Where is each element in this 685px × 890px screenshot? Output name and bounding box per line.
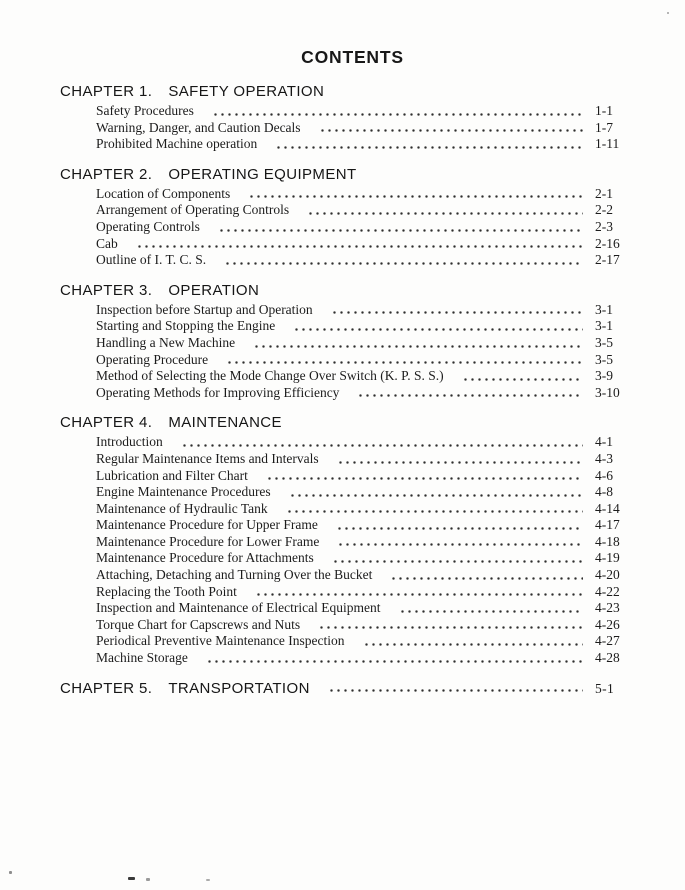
dot-leader (390, 577, 583, 580)
toc-entry (96, 136, 633, 153)
page-number: 4-22 (595, 583, 620, 599)
toc-entry-title: Engine Maintenance Procedures (96, 484, 271, 500)
toc-entry (96, 368, 633, 385)
toc-entry (96, 550, 633, 567)
toc-entry-title: Method of Selecting the Mode Change Over Switch (K. P. S. S.) (96, 368, 444, 384)
page-number: 3-10 (595, 384, 620, 400)
dot-leader (181, 444, 583, 447)
toc-entry-title: Handling a New Machine (96, 334, 236, 350)
toc-entry (96, 468, 633, 485)
toc-entry (96, 120, 633, 137)
page-number: 1-11 (595, 136, 620, 152)
page-number: 4-17 (595, 517, 620, 533)
page-number: 5-1 (595, 680, 615, 696)
chapter-heading (60, 282, 633, 299)
page-number: 1-7 (595, 119, 613, 135)
chapter-title: MAINTENANCE (168, 414, 282, 432)
dot-leader (357, 394, 583, 397)
toc-entry-title: Operating Methods for Improving Efficiency (96, 384, 340, 400)
toc-entry (96, 335, 633, 352)
toc-entry (96, 451, 633, 468)
page-number: 4-14 (595, 500, 620, 516)
dot-leader (399, 610, 583, 613)
page-number: 3-1 (595, 301, 613, 317)
toc-entry (96, 252, 633, 269)
toc-entry-title: Periodical Preventive Maintenance Inspection (96, 633, 345, 649)
toc-entry (96, 484, 633, 501)
page-number: 4-20 (595, 567, 620, 583)
dot-leader (319, 129, 583, 132)
toc-entry-title: Location of Components (96, 185, 231, 201)
chapter-title: SAFETY OPERATION (168, 83, 325, 100)
dot-leader (266, 477, 583, 480)
chapter-items (60, 103, 633, 153)
dot-leader (363, 643, 583, 646)
toc-entry (96, 385, 633, 402)
page-number: 4-8 (595, 484, 613, 500)
chapter-section (60, 282, 633, 402)
toc-entry (96, 617, 633, 634)
scan-artifact (667, 12, 669, 14)
chapter-items (60, 434, 633, 666)
chapter-section (60, 680, 633, 697)
toc-entry-title: Operating Controls (96, 218, 200, 234)
toc-entry (96, 103, 633, 120)
chapter-heading (60, 166, 633, 183)
toc-entry (96, 434, 633, 451)
toc-entry (96, 236, 633, 253)
page-number: 4-27 (595, 633, 620, 649)
dot-leader (218, 229, 583, 232)
toc-entry-title: Replacing the Tooth Point (96, 583, 237, 599)
page-number: 2-17 (595, 252, 620, 268)
page-number: 4-1 (595, 434, 613, 450)
dot-leader (331, 311, 583, 314)
dot-leader (289, 494, 583, 497)
toc-entry (96, 202, 633, 219)
chapter-list (60, 83, 633, 697)
dot-leader (332, 560, 583, 563)
page-number: 2-2 (595, 202, 613, 218)
toc-entry-title: Prohibited Machine operation (96, 136, 258, 152)
dot-leader (255, 593, 583, 596)
toc-entry-title: Maintenance Procedure for Lower Frame (96, 533, 320, 549)
page-number: 2-3 (595, 218, 613, 234)
scan-artifact (128, 877, 135, 880)
page-number: 3-5 (595, 351, 613, 367)
toc-entry (96, 633, 633, 650)
toc-entry-title: Maintenance Procedure for Upper Frame (96, 517, 318, 533)
page-number: 4-26 (595, 616, 620, 632)
toc-entry-title: Maintenance Procedure for Attachments (96, 550, 314, 566)
page-number: 4-18 (595, 533, 620, 549)
page-number: 3-5 (595, 334, 613, 350)
dot-leader (248, 195, 583, 198)
toc-entry (96, 302, 633, 319)
toc-entry-title: Starting and Stopping the Engine (96, 318, 276, 334)
chapter-section (60, 166, 633, 269)
toc-entry (96, 501, 633, 518)
toc-entry (96, 600, 633, 617)
chapter-heading (60, 680, 633, 697)
dot-leader (318, 626, 583, 629)
page-number: 4-19 (595, 550, 620, 566)
toc-entry-title: Arrangement of Operating Controls (96, 202, 290, 218)
dot-leader (293, 328, 583, 331)
chapter-label: CHAPTER 1. (60, 83, 153, 100)
chapter-title: TRANSPORTATION (168, 679, 310, 697)
dot-leader (275, 146, 583, 149)
toc-entry-title: Attaching, Detaching and Turning Over the Bucket (96, 567, 373, 583)
chapter-heading (60, 83, 633, 100)
toc-entry-title: Lubrication and Filter Chart (96, 467, 248, 483)
toc-entry-title: Cab (96, 235, 118, 251)
toc-entry (96, 567, 633, 584)
toc-entry (96, 318, 633, 335)
chapter-title: OPERATION (168, 281, 260, 299)
dot-leader (136, 245, 583, 248)
toc-entry-title: Inspection before Startup and Operation (96, 301, 313, 317)
page-number: 2-1 (595, 185, 613, 201)
dot-leader (286, 510, 583, 513)
dot-leader (337, 543, 583, 546)
page-number: 3-9 (595, 368, 613, 384)
dot-leader (307, 212, 583, 215)
dot-leader (336, 527, 583, 530)
page-number: 2-16 (595, 235, 620, 251)
dot-leader (462, 378, 583, 381)
toc-entry-title: Warning, Danger, and Caution Decals (96, 119, 301, 135)
chapter-label: CHAPTER 2. (60, 165, 153, 183)
toc-entry (96, 517, 633, 534)
dot-leader (212, 113, 583, 116)
page-number: 4-6 (595, 467, 613, 483)
toc-entry-title: Maintenance of Hydraulic Tank (96, 500, 268, 516)
toc-entry-title: Regular Maintenance Items and Intervals (96, 450, 319, 466)
chapter-label: CHAPTER 3. (60, 281, 153, 299)
dot-leader (224, 262, 583, 265)
toc-entry (96, 219, 633, 236)
scan-artifact (9, 871, 12, 874)
toc-entry-title: Outline of I. T. C. S. (96, 252, 207, 268)
toc-entry-title: Machine Storage (96, 650, 188, 666)
chapter-section (60, 83, 633, 153)
toc-entry-title: Inspection and Maintenance of Electrical Equipment (96, 600, 381, 616)
chapter-label: CHAPTER 5. (60, 679, 153, 697)
chapter-heading (60, 414, 633, 431)
chapter-items (60, 186, 633, 269)
scan-artifact (146, 878, 150, 881)
page-number: 4-23 (595, 600, 620, 616)
toc-entry (96, 650, 633, 667)
toc-entry-title: Safety Procedures (96, 103, 194, 118)
toc-entry (96, 352, 633, 369)
toc-entry-title: Introduction (96, 434, 163, 450)
toc-entry (96, 584, 633, 601)
scan-artifact (206, 879, 210, 881)
page-title: CONTENTS (301, 47, 404, 67)
page-number: 3-1 (595, 318, 613, 334)
dot-leader (253, 345, 583, 348)
toc-entry (96, 534, 633, 551)
chapter-section (60, 414, 633, 666)
toc-entry-title: Torque Chart for Capscrews and Nuts (96, 616, 301, 632)
page-number: 1-1 (595, 103, 613, 118)
page-number: 4-28 (595, 650, 620, 666)
dot-leader (337, 461, 583, 464)
chapter-items (60, 302, 633, 402)
toc-entry-title: Operating Procedure (96, 351, 209, 367)
dot-leader (328, 689, 583, 692)
toc-entry (96, 186, 633, 203)
page-number: 4-3 (595, 450, 613, 466)
chapter-title: OPERATING EQUIPMENT (168, 165, 357, 183)
chapter-label: CHAPTER 4. (60, 414, 153, 432)
dot-leader (226, 361, 583, 364)
dot-leader (206, 660, 583, 663)
